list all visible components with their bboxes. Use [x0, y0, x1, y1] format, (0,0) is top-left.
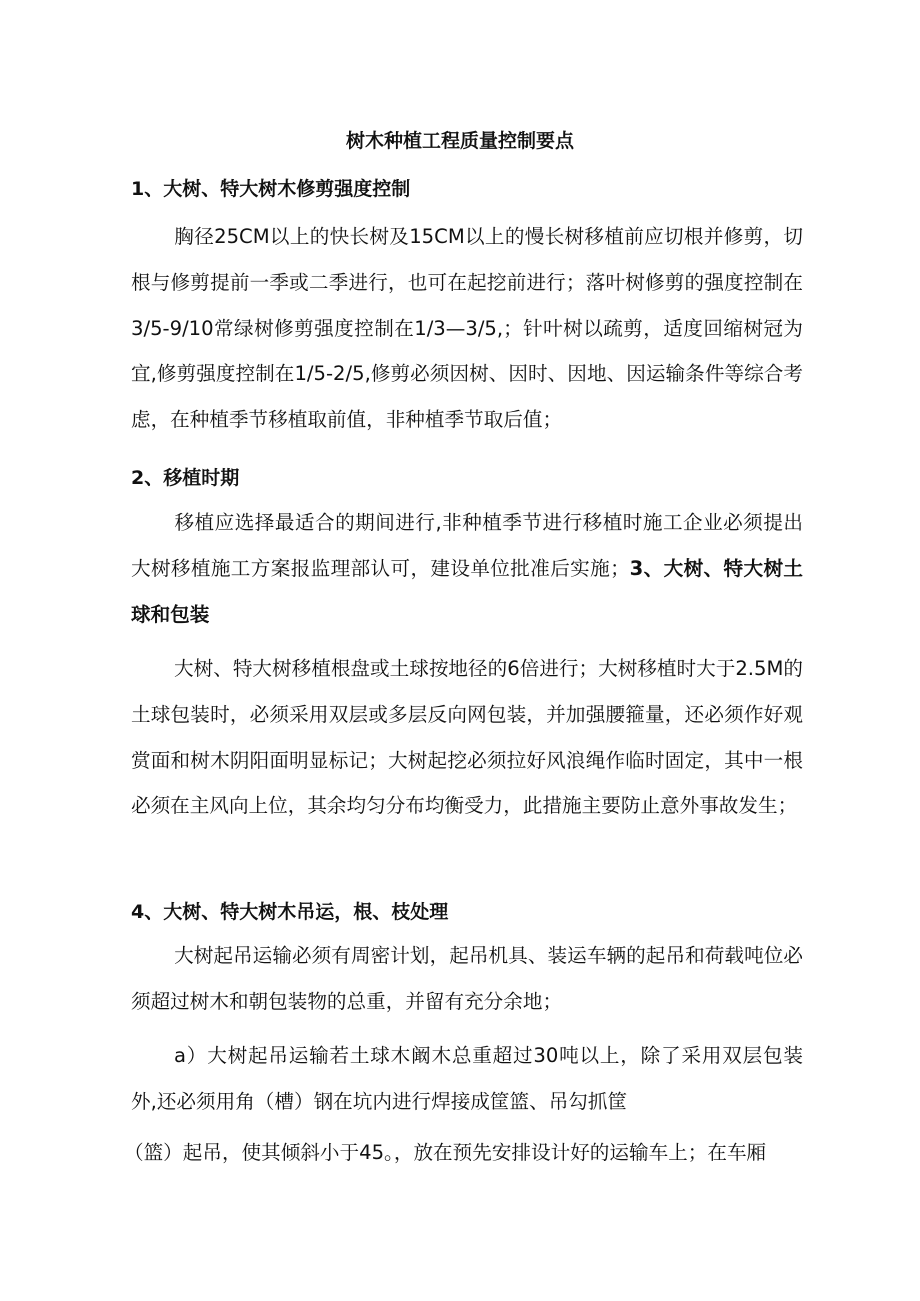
- section-3-heading: 3、大树、特大树土球和包装: [131, 556, 803, 626]
- section-4-paragraph-2-text: a）大树起吊运输若土球木阚木总重超过30吨以上，除了采用双层包装外,还必须用角（槽）钢在坑内进行焊接成筐篮、吊勾抓筐: [131, 1044, 803, 1113]
- section-2-paragraph: [131, 500, 803, 637]
- section-1-paragraph-text: 胸径25CM以上的快长树及15CM以上的慢长树移植前应切根并修剪，切根与修剪提前一季或二季进行，也可在起挖前进行；落叶树修剪的强度控制在3/5-9/10常绿树修剪强度控制在1/3—3/5,；针叶树以疏剪，适度回缩树冠为宜,修剪强度控制在1/5-2/5,修剪必须因树、因时、因地、因运输条件等综合考虑，在种植季节移植取前值，非种植季节取后值；: [131, 225, 803, 432]
- section-3-paragraph-text: 大树、特大树移植根盘或土球按地径的6倍进行；大树移植时大于2.5M的土球包装时，必须采用双层或多层反向网包装，并加强腰箍量，还必须作好观赏面和树木阴阳面明显标记；大树起挖必须拉好风浪绳作临时固定，其中一根必须在主风向上位，其余均匀分布均衡受力，此措施主要防止意外事故发生；: [131, 657, 803, 818]
- section-2-heading: 2、移植时期: [131, 467, 240, 489]
- section-4-paragraph-3: [124, 1130, 804, 1176]
- document-title: 树木种植工程质量控制要点: [345, 130, 574, 152]
- section-1-paragraph: [131, 214, 803, 443]
- section-4-paragraph-2: [131, 1033, 803, 1125]
- section-4-paragraph-1: [131, 933, 803, 1025]
- section-3-paragraph: [131, 646, 803, 829]
- section-4-heading: 4、大树、特大树木吊运，根、枝处理: [131, 901, 449, 923]
- section-4-paragraph-3-text: （篮）起吊，使其倾斜小于45。，放在预先安排设计好的运输车上；在车厢: [124, 1141, 767, 1164]
- section-2-paragraph-text: 移植应选择最适合的期间进行,非种植季节进行移植时施工企业必须提出大树移植施工方案报监理部认可，建设单位批准后实施；: [131, 511, 803, 580]
- section-4-paragraph-1-text: 大树起吊运输必须有周密计划，起吊机具、装运车辆的起吊和荷载吨位必须超过树木和朝包装物的总重，并留有充分余地；: [131, 944, 803, 1013]
- section-1-heading: 1、大树、特大树木修剪强度控制: [131, 178, 411, 200]
